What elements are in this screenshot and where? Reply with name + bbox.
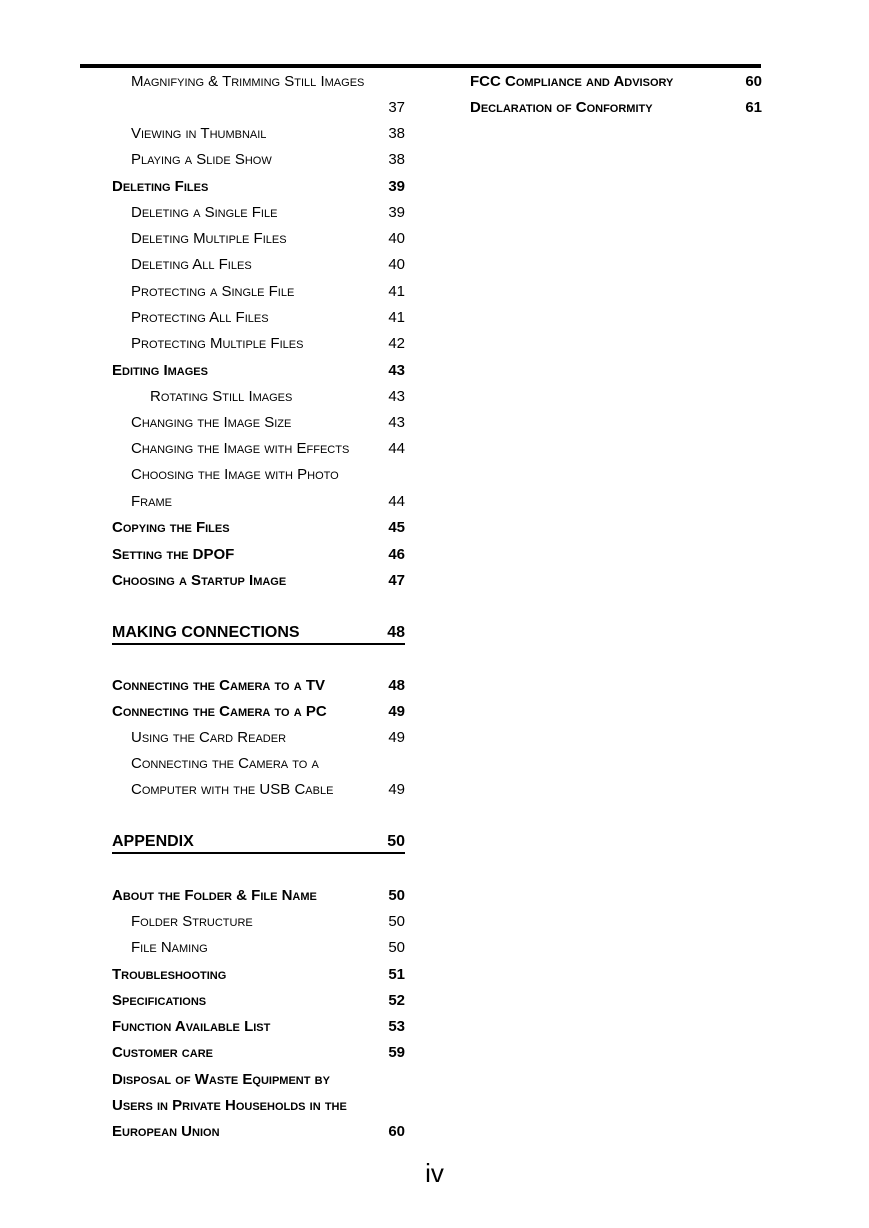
toc-entry[interactable] (0, 388, 869, 410)
toc-entry[interactable] (0, 966, 869, 988)
toc-entry[interactable] (0, 125, 869, 147)
toc-entry-page: 51 (388, 966, 405, 983)
toc-entry-page: 53 (388, 1018, 405, 1035)
toc-entry-page: 50 (388, 913, 405, 930)
toc-entry-page: 47 (388, 572, 405, 589)
toc-entry-title: Choosing a Startup Image (112, 572, 287, 589)
toc-entry-page: 44 (388, 440, 405, 457)
toc-entry-title: Frame (131, 493, 172, 510)
toc-entry-title: Magnifying & Trimming Still Images (131, 73, 365, 90)
toc-entry-title: Protecting All Files (131, 309, 269, 326)
toc-entry-title: Users in Private Households in the (112, 1097, 347, 1114)
toc-entry[interactable] (0, 493, 869, 515)
toc-entry-page: 45 (388, 519, 405, 536)
toc-entry-title: Using the Card Reader (131, 729, 287, 746)
toc-entry-page: 60 (745, 73, 762, 90)
toc-entry[interactable] (0, 256, 869, 278)
toc-entry[interactable] (0, 151, 869, 173)
toc-entry[interactable] (0, 99, 869, 121)
toc-entry-page: 59 (388, 1044, 405, 1061)
toc-entry-page: 40 (388, 256, 405, 273)
toc-entry-title: Choosing the Image with Photo (131, 466, 339, 483)
toc-entry-page: 42 (388, 335, 405, 352)
page-number: iv (425, 1158, 444, 1188)
toc-entry[interactable] (0, 677, 869, 699)
toc-entry[interactable] (0, 1018, 869, 1040)
toc-entry-page: 43 (388, 388, 405, 405)
toc-entry-title: APPENDIX (112, 833, 194, 850)
toc-entry-title: Declaration of Conformity (470, 99, 653, 116)
toc-entry-title: Changing the Image Size (131, 414, 292, 431)
toc-entry-title: About the Folder & File Name (112, 887, 317, 904)
toc-entry-title: Deleting Files (112, 178, 209, 195)
heading-underline (112, 852, 405, 854)
toc-entry[interactable] (0, 230, 869, 252)
toc-entry[interactable] (0, 624, 869, 646)
toc-entry-page: 38 (388, 125, 405, 142)
toc-entry-page: 37 (388, 99, 405, 116)
toc-entry-title: Troubleshooting (112, 966, 227, 983)
toc-entry-page: 43 (388, 414, 405, 431)
toc-entry[interactable] (0, 755, 869, 777)
toc-entry-page: 61 (745, 99, 762, 116)
toc-entry[interactable] (0, 1071, 869, 1093)
toc-entry[interactable] (0, 362, 869, 384)
toc-entry-title: Setting the DPOF (112, 546, 235, 563)
toc-entry-page: 50 (388, 939, 405, 956)
toc-entry-page: 50 (387, 833, 405, 850)
toc-entry[interactable] (0, 833, 869, 855)
top-rule (80, 64, 761, 68)
toc-entry-page: 49 (388, 703, 405, 720)
toc-entry[interactable] (0, 309, 869, 331)
toc-entry-page: 48 (387, 624, 405, 641)
toc-entry-title: Editing Images (112, 362, 208, 379)
toc-entry-title: Folder Structure (131, 913, 253, 930)
toc-entry-title: Playing a Slide Show (131, 151, 272, 168)
toc-entry-title: Viewing in Thumbnail (131, 125, 267, 142)
toc-entry-page: 41 (388, 309, 405, 326)
toc-entry-page: 41 (388, 283, 405, 300)
toc-entry-title: Protecting Multiple Files (131, 335, 304, 352)
toc-entry-page: 44 (388, 493, 405, 510)
toc-entry[interactable] (0, 519, 869, 541)
toc-entry[interactable] (0, 283, 869, 305)
toc-entry-title: Changing the Image with Effects (131, 440, 350, 457)
toc-entry[interactable] (0, 939, 869, 961)
toc-entry[interactable] (0, 1044, 869, 1066)
toc-entry[interactable] (0, 913, 869, 935)
toc-entry-title: File Naming (131, 939, 208, 956)
toc-entry-page: 50 (388, 887, 405, 904)
toc-entry-title: Specifications (112, 992, 207, 1009)
toc-entry-title: Rotating Still Images (150, 388, 293, 405)
heading-underline (112, 643, 405, 645)
toc-entry-page: 38 (388, 151, 405, 168)
toc-entry[interactable] (0, 178, 869, 200)
toc-entry-page: 52 (388, 992, 405, 1009)
toc-entry-title: Copying the Files (112, 519, 230, 536)
toc-entry[interactable] (0, 1123, 869, 1145)
toc-entry[interactable] (0, 781, 869, 803)
toc-entry[interactable] (0, 440, 869, 462)
toc-entry-title: Connecting the Camera to a TV (112, 677, 326, 694)
toc-entry[interactable] (0, 572, 869, 594)
toc-entry-title: Deleting All Files (131, 256, 252, 273)
toc-entry-title: Disposal of Waste Equipment by (112, 1071, 330, 1088)
toc-entry-page: 43 (388, 362, 405, 379)
toc-entry[interactable] (0, 466, 869, 488)
toc-entry-title: Computer with the USB Cable (131, 781, 334, 798)
toc-entry-title: Connecting the Camera to a (131, 755, 319, 772)
toc-entry-page: 60 (388, 1123, 405, 1140)
toc-entry[interactable] (0, 73, 869, 95)
toc-entry-page: 39 (388, 178, 405, 195)
toc-entry-title: European Union (112, 1123, 220, 1140)
toc-entry-page: 40 (388, 230, 405, 247)
toc-entry-page: 46 (388, 546, 405, 563)
toc-entry-page: 39 (388, 204, 405, 221)
toc-entry[interactable] (0, 414, 869, 436)
toc-entry-title: MAKING CONNECTIONS (112, 624, 300, 641)
toc-entry[interactable] (0, 546, 869, 568)
toc-entry[interactable] (0, 887, 869, 909)
toc-entry-title: Deleting a Single File (131, 204, 278, 221)
toc-entry-page: 49 (388, 781, 405, 798)
toc-entry-page: 48 (388, 677, 405, 694)
toc-entry[interactable] (0, 335, 869, 357)
toc-entry-title: FCC Compliance and Advisory (470, 73, 674, 90)
toc-entry[interactable] (0, 729, 869, 751)
toc-entry[interactable] (0, 703, 869, 725)
toc-entry[interactable] (0, 1097, 869, 1119)
toc-entry-title: Function Available List (112, 1018, 271, 1035)
toc-entry-page: 49 (388, 729, 405, 746)
toc-entry-title: Connecting the Camera to a PC (112, 703, 327, 720)
toc-entry-title: Deleting Multiple Files (131, 230, 287, 247)
toc-entry[interactable] (0, 204, 869, 226)
toc-entry[interactable] (0, 992, 869, 1014)
toc-entry-title: Customer care (112, 1044, 213, 1061)
toc-entry-title: Protecting a Single File (131, 283, 295, 300)
